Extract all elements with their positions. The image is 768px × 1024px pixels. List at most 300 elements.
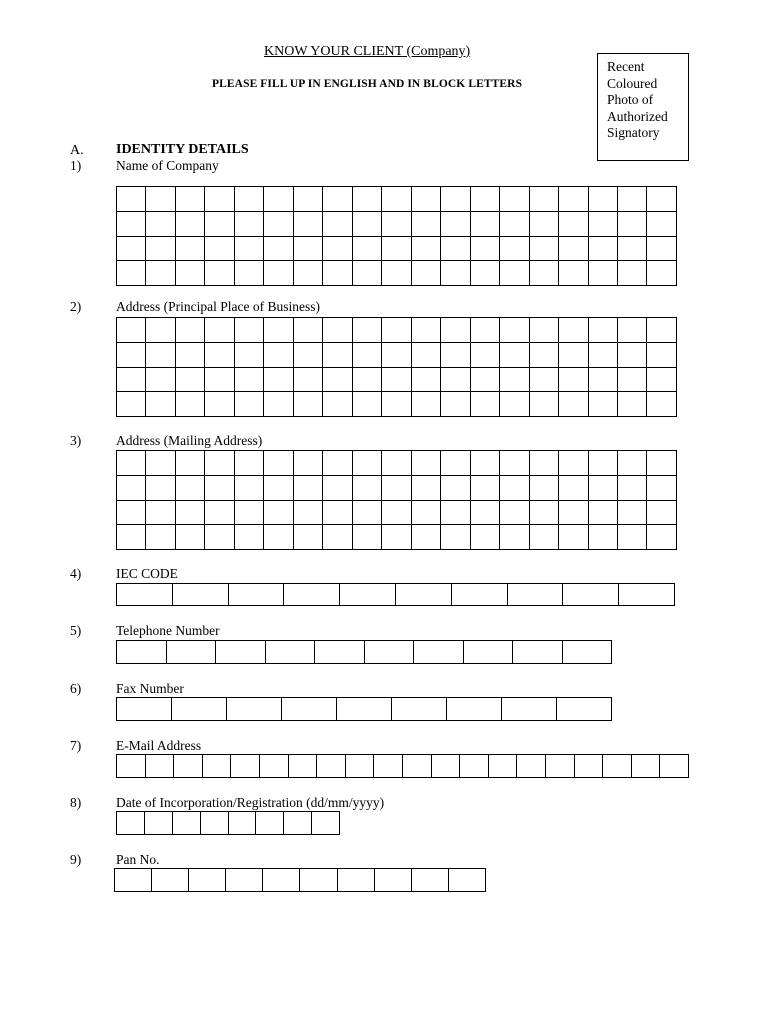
character-box[interactable] [631, 755, 660, 778]
character-box[interactable] [500, 451, 529, 476]
character-box[interactable] [146, 525, 175, 550]
character-box[interactable] [500, 392, 529, 417]
character-box[interactable] [441, 342, 470, 367]
character-box[interactable] [574, 755, 603, 778]
character-box[interactable] [470, 475, 499, 500]
character-box[interactable] [647, 236, 677, 261]
character-box[interactable] [529, 342, 558, 367]
character-box[interactable] [175, 318, 204, 343]
character-box[interactable] [323, 211, 352, 236]
character-box[interactable] [395, 584, 451, 606]
character-box[interactable] [411, 318, 440, 343]
character-box[interactable] [447, 698, 502, 721]
character-box[interactable] [562, 641, 612, 664]
character-box[interactable] [382, 236, 411, 261]
character-box[interactable] [382, 187, 411, 212]
character-box[interactable] [323, 318, 352, 343]
character-box[interactable] [152, 869, 189, 892]
character-box[interactable] [234, 451, 263, 476]
character-box[interactable] [175, 525, 204, 550]
character-box[interactable] [382, 392, 411, 417]
character-box[interactable] [470, 367, 499, 392]
character-box[interactable] [431, 755, 460, 778]
character-box[interactable] [146, 318, 175, 343]
character-box[interactable] [617, 392, 646, 417]
character-box[interactable] [259, 755, 288, 778]
character-box[interactable] [205, 211, 234, 236]
character-box[interactable] [166, 641, 216, 664]
character-box[interactable] [660, 755, 689, 778]
iec-code-grid[interactable] [116, 583, 675, 606]
character-box[interactable] [563, 584, 619, 606]
character-box[interactable] [264, 318, 293, 343]
character-box[interactable] [507, 584, 563, 606]
character-box[interactable] [264, 451, 293, 476]
character-box[interactable] [234, 342, 263, 367]
character-box[interactable] [264, 236, 293, 261]
character-box[interactable] [500, 475, 529, 500]
character-box[interactable] [588, 392, 617, 417]
character-box[interactable] [559, 525, 588, 550]
character-box[interactable] [323, 367, 352, 392]
character-box[interactable] [117, 261, 146, 286]
character-box[interactable] [382, 261, 411, 286]
character-box[interactable] [529, 187, 558, 212]
character-box[interactable] [529, 475, 558, 500]
email-grid[interactable] [116, 754, 689, 778]
character-box[interactable] [146, 211, 175, 236]
character-box[interactable] [411, 525, 440, 550]
incorporation-date-grid[interactable] [116, 811, 340, 835]
character-box[interactable] [617, 500, 646, 525]
character-box[interactable] [545, 755, 574, 778]
character-box[interactable] [559, 367, 588, 392]
character-box[interactable] [145, 755, 174, 778]
character-box[interactable] [529, 318, 558, 343]
character-box[interactable] [234, 367, 263, 392]
character-box[interactable] [345, 755, 374, 778]
character-box[interactable] [411, 211, 440, 236]
character-box[interactable] [470, 342, 499, 367]
character-box[interactable] [529, 261, 558, 286]
character-box[interactable] [411, 187, 440, 212]
character-box[interactable] [352, 475, 381, 500]
photo-box[interactable] [597, 53, 689, 161]
character-box[interactable] [588, 367, 617, 392]
character-box[interactable] [617, 187, 646, 212]
telephone-grid[interactable] [116, 640, 612, 664]
character-box[interactable] [337, 698, 392, 721]
character-box[interactable] [300, 869, 337, 892]
character-box[interactable] [175, 236, 204, 261]
character-box[interactable] [293, 211, 322, 236]
character-box[interactable] [488, 755, 517, 778]
character-box[interactable] [617, 261, 646, 286]
character-box[interactable] [323, 236, 352, 261]
character-box[interactable] [382, 211, 411, 236]
character-box[interactable] [441, 525, 470, 550]
character-box[interactable] [588, 211, 617, 236]
character-box[interactable] [264, 500, 293, 525]
character-box[interactable] [315, 641, 365, 664]
character-box[interactable] [470, 236, 499, 261]
character-box[interactable] [441, 211, 470, 236]
character-box[interactable] [174, 755, 203, 778]
character-box[interactable] [226, 869, 263, 892]
character-box[interactable] [284, 584, 340, 606]
character-box[interactable] [382, 342, 411, 367]
character-box[interactable] [517, 755, 546, 778]
character-box[interactable] [352, 392, 381, 417]
character-box[interactable] [374, 755, 403, 778]
character-box[interactable] [202, 755, 231, 778]
character-box[interactable] [293, 261, 322, 286]
character-box[interactable] [264, 342, 293, 367]
character-box[interactable] [617, 525, 646, 550]
character-box[interactable] [364, 641, 414, 664]
company-name-grid[interactable] [116, 186, 677, 286]
character-box[interactable] [117, 367, 146, 392]
character-box[interactable] [617, 318, 646, 343]
character-box[interactable] [323, 500, 352, 525]
character-box[interactable] [559, 392, 588, 417]
character-box[interactable] [117, 392, 146, 417]
character-box[interactable] [234, 500, 263, 525]
character-box[interactable] [256, 812, 284, 835]
character-box[interactable] [441, 236, 470, 261]
character-box[interactable] [382, 525, 411, 550]
character-box[interactable] [617, 475, 646, 500]
character-box[interactable] [500, 236, 529, 261]
character-box[interactable] [470, 500, 499, 525]
character-box[interactable] [175, 342, 204, 367]
character-box[interactable] [588, 236, 617, 261]
character-box[interactable] [352, 525, 381, 550]
character-box[interactable] [117, 698, 172, 721]
character-box[interactable] [617, 211, 646, 236]
character-box[interactable] [352, 500, 381, 525]
character-box[interactable] [500, 318, 529, 343]
character-box[interactable] [460, 755, 489, 778]
principal-address-grid[interactable] [116, 317, 677, 417]
character-box[interactable] [411, 236, 440, 261]
character-box[interactable] [146, 236, 175, 261]
character-box[interactable] [264, 187, 293, 212]
character-box[interactable] [234, 392, 263, 417]
character-box[interactable] [529, 500, 558, 525]
character-box[interactable] [146, 451, 175, 476]
character-box[interactable] [559, 500, 588, 525]
character-box[interactable] [500, 500, 529, 525]
character-box[interactable] [470, 261, 499, 286]
character-box[interactable] [175, 392, 204, 417]
character-box[interactable] [146, 475, 175, 500]
character-box[interactable] [293, 318, 322, 343]
character-box[interactable] [205, 475, 234, 500]
character-box[interactable] [340, 584, 396, 606]
character-box[interactable] [470, 211, 499, 236]
character-box[interactable] [205, 451, 234, 476]
character-box[interactable] [265, 641, 315, 664]
character-box[interactable] [323, 475, 352, 500]
character-box[interactable] [117, 475, 146, 500]
character-box[interactable] [205, 187, 234, 212]
character-box[interactable] [588, 261, 617, 286]
character-box[interactable] [529, 451, 558, 476]
character-box[interactable] [282, 698, 337, 721]
character-box[interactable] [175, 367, 204, 392]
character-box[interactable] [146, 187, 175, 212]
character-box[interactable] [144, 812, 172, 835]
character-box[interactable] [588, 525, 617, 550]
character-box[interactable] [205, 342, 234, 367]
character-box[interactable] [175, 500, 204, 525]
character-box[interactable] [323, 525, 352, 550]
character-box[interactable] [382, 318, 411, 343]
character-box[interactable] [352, 451, 381, 476]
character-box[interactable] [470, 525, 499, 550]
character-box[interactable] [205, 525, 234, 550]
character-box[interactable] [175, 451, 204, 476]
character-box[interactable] [117, 451, 146, 476]
character-box[interactable] [411, 342, 440, 367]
character-box[interactable] [189, 869, 226, 892]
character-box[interactable] [603, 755, 632, 778]
character-box[interactable] [146, 392, 175, 417]
character-box[interactable] [617, 451, 646, 476]
character-box[interactable] [234, 211, 263, 236]
character-box[interactable] [529, 211, 558, 236]
character-box[interactable] [264, 392, 293, 417]
character-box[interactable] [352, 318, 381, 343]
character-box[interactable] [559, 342, 588, 367]
character-box[interactable] [588, 475, 617, 500]
character-box[interactable] [559, 451, 588, 476]
character-box[interactable] [647, 318, 677, 343]
character-box[interactable] [647, 392, 677, 417]
character-box[interactable] [414, 641, 464, 664]
character-box[interactable] [227, 698, 282, 721]
character-box[interactable] [172, 812, 200, 835]
character-box[interactable] [441, 475, 470, 500]
character-box[interactable] [175, 187, 204, 212]
character-box[interactable] [441, 261, 470, 286]
character-box[interactable] [470, 187, 499, 212]
character-box[interactable] [293, 451, 322, 476]
character-box[interactable] [441, 187, 470, 212]
character-box[interactable] [172, 698, 227, 721]
character-box[interactable] [117, 755, 146, 778]
character-box[interactable] [529, 392, 558, 417]
character-box[interactable] [234, 525, 263, 550]
character-box[interactable] [293, 500, 322, 525]
character-box[interactable] [500, 525, 529, 550]
character-box[interactable] [175, 261, 204, 286]
character-box[interactable] [146, 367, 175, 392]
character-box[interactable] [617, 367, 646, 392]
character-box[interactable] [117, 211, 146, 236]
character-box[interactable] [559, 475, 588, 500]
character-box[interactable] [411, 392, 440, 417]
character-box[interactable] [117, 187, 146, 212]
character-box[interactable] [441, 451, 470, 476]
character-box[interactable] [411, 500, 440, 525]
character-box[interactable] [588, 500, 617, 525]
character-box[interactable] [500, 342, 529, 367]
character-box[interactable] [205, 261, 234, 286]
character-box[interactable] [293, 475, 322, 500]
character-box[interactable] [500, 367, 529, 392]
character-box[interactable] [205, 236, 234, 261]
character-box[interactable] [441, 367, 470, 392]
character-box[interactable] [559, 211, 588, 236]
character-box[interactable] [441, 318, 470, 343]
character-box[interactable] [392, 698, 447, 721]
character-box[interactable] [216, 641, 266, 664]
character-box[interactable] [323, 392, 352, 417]
character-box[interactable] [647, 500, 677, 525]
character-box[interactable] [382, 475, 411, 500]
character-box[interactable] [117, 641, 167, 664]
character-box[interactable] [470, 318, 499, 343]
character-box[interactable] [402, 755, 431, 778]
character-box[interactable] [617, 342, 646, 367]
character-box[interactable] [323, 342, 352, 367]
pan-grid[interactable] [114, 868, 486, 892]
character-box[interactable] [200, 812, 228, 835]
character-box[interactable] [647, 475, 677, 500]
character-box[interactable] [323, 187, 352, 212]
character-box[interactable] [559, 187, 588, 212]
character-box[interactable] [647, 367, 677, 392]
character-box[interactable] [500, 187, 529, 212]
character-box[interactable] [312, 812, 340, 835]
character-box[interactable] [441, 392, 470, 417]
character-box[interactable] [293, 342, 322, 367]
character-box[interactable] [263, 869, 300, 892]
character-box[interactable] [588, 318, 617, 343]
character-box[interactable] [557, 698, 612, 721]
character-box[interactable] [264, 475, 293, 500]
character-box[interactable] [234, 187, 263, 212]
character-box[interactable] [502, 698, 557, 721]
character-box[interactable] [647, 211, 677, 236]
character-box[interactable] [411, 475, 440, 500]
character-box[interactable] [264, 211, 293, 236]
character-box[interactable] [117, 342, 146, 367]
character-box[interactable] [117, 318, 146, 343]
character-box[interactable] [451, 584, 507, 606]
character-box[interactable] [352, 187, 381, 212]
character-box[interactable] [323, 451, 352, 476]
character-box[interactable] [619, 584, 675, 606]
character-box[interactable] [293, 187, 322, 212]
character-box[interactable] [529, 236, 558, 261]
character-box[interactable] [323, 261, 352, 286]
character-box[interactable] [117, 584, 173, 606]
character-box[interactable] [513, 641, 563, 664]
character-box[interactable] [559, 261, 588, 286]
character-box[interactable] [231, 755, 260, 778]
character-box[interactable] [337, 869, 374, 892]
character-box[interactable] [382, 500, 411, 525]
character-box[interactable] [588, 451, 617, 476]
character-box[interactable] [411, 367, 440, 392]
character-box[interactable] [205, 367, 234, 392]
character-box[interactable] [234, 318, 263, 343]
character-box[interactable] [205, 318, 234, 343]
fax-grid[interactable] [116, 697, 612, 721]
character-box[interactable] [352, 236, 381, 261]
character-box[interactable] [500, 261, 529, 286]
character-box[interactable] [559, 236, 588, 261]
character-box[interactable] [559, 318, 588, 343]
character-box[interactable] [234, 475, 263, 500]
character-box[interactable] [411, 869, 448, 892]
character-box[interactable] [175, 211, 204, 236]
character-box[interactable] [115, 869, 152, 892]
character-box[interactable] [146, 261, 175, 286]
character-box[interactable] [352, 342, 381, 367]
character-box[interactable] [470, 392, 499, 417]
character-box[interactable] [317, 755, 346, 778]
character-box[interactable] [293, 525, 322, 550]
character-box[interactable] [205, 392, 234, 417]
character-box[interactable] [500, 211, 529, 236]
character-box[interactable] [146, 500, 175, 525]
character-box[interactable] [647, 451, 677, 476]
character-box[interactable] [352, 367, 381, 392]
character-box[interactable] [172, 584, 228, 606]
character-box[interactable] [352, 211, 381, 236]
character-box[interactable] [382, 367, 411, 392]
character-box[interactable] [647, 187, 677, 212]
character-box[interactable] [293, 236, 322, 261]
character-box[interactable] [117, 236, 146, 261]
character-box[interactable] [617, 236, 646, 261]
character-box[interactable] [529, 525, 558, 550]
character-box[interactable] [588, 187, 617, 212]
character-box[interactable] [117, 500, 146, 525]
character-box[interactable] [352, 261, 381, 286]
character-box[interactable] [647, 342, 677, 367]
character-box[interactable] [441, 500, 470, 525]
character-box[interactable] [374, 869, 411, 892]
character-box[interactable] [448, 869, 485, 892]
character-box[interactable] [117, 525, 146, 550]
character-box[interactable] [234, 261, 263, 286]
character-box[interactable] [228, 812, 256, 835]
character-box[interactable] [647, 525, 677, 550]
character-box[interactable] [234, 236, 263, 261]
character-box[interactable] [146, 342, 175, 367]
character-box[interactable] [411, 261, 440, 286]
character-box[interactable] [264, 525, 293, 550]
character-box[interactable] [411, 451, 440, 476]
character-box[interactable] [264, 367, 293, 392]
character-box[interactable] [284, 812, 312, 835]
character-box[interactable] [228, 584, 284, 606]
character-box[interactable] [470, 451, 499, 476]
character-box[interactable] [205, 500, 234, 525]
character-box[interactable] [175, 475, 204, 500]
character-box[interactable] [463, 641, 513, 664]
character-box[interactable] [647, 261, 677, 286]
character-box[interactable] [588, 342, 617, 367]
character-box[interactable] [293, 367, 322, 392]
mailing-address-grid[interactable] [116, 450, 677, 550]
character-box[interactable] [382, 451, 411, 476]
